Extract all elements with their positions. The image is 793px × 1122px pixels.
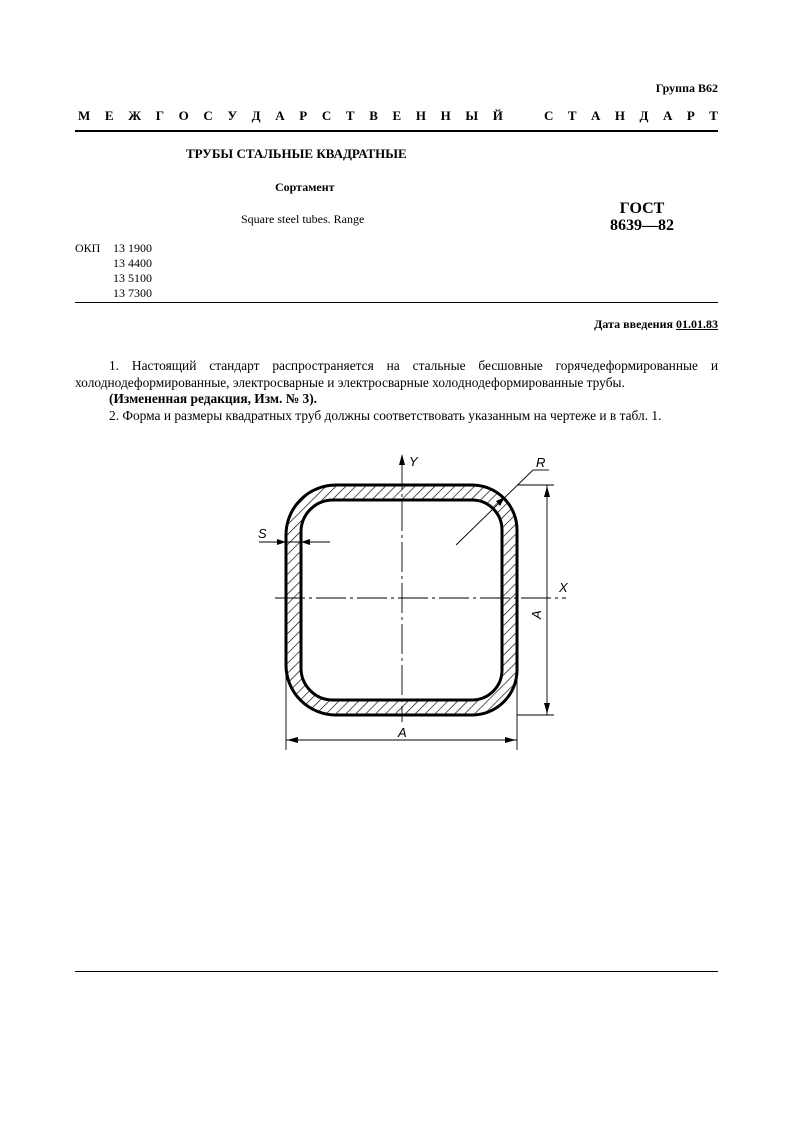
radius-label: R [536, 455, 546, 470]
x-axis-label: X [559, 580, 568, 595]
gost-label: ГОСТ [619, 200, 665, 217]
okp-code: 13 7300 [113, 286, 152, 300]
paragraph-2: 2. Форма и размеры квадратных труб должны соответствовать указанным на чертеже и в табл. 1. [109, 408, 662, 423]
okp-label: ОКП [75, 241, 101, 255]
thickness-label: S [258, 526, 267, 541]
standard-word-interstate: М Е Ж Г О С У Д А Р С Т В Е Н Н Ы Й [78, 108, 503, 123]
horizontal-side-label: A [398, 725, 407, 740]
document-title: ТРУБЫ СТАЛЬНЫЕ КВАДРАТНЫЕ [186, 146, 407, 161]
vertical-side-label: A [529, 610, 544, 619]
okp-code: 13 5100 [113, 271, 152, 285]
document-subtitle: Сортамент [275, 180, 335, 194]
footer-rule [75, 971, 718, 972]
date-value: 01.01.83 [676, 317, 718, 331]
okp-code: 13 4400 [113, 256, 152, 270]
okp-code: 13 1900 [113, 241, 152, 255]
date-label: Дата введения [594, 317, 673, 331]
document-title-english: Square steel tubes. Range [241, 212, 365, 226]
radius-leader [456, 470, 533, 545]
amendment-note: (Измененная редакция, Изм. № 3). [109, 391, 318, 406]
paragraph-1: 1. Настоящий стандарт распространяется на стальные бесшовные горячедеформированные и холоднодеформированные, электросварные и электросварные холоднодеформированные трубы. [75, 358, 718, 390]
y-axis-label: Y [409, 454, 418, 469]
standard-word-standard: С Т А Н Д А Р Т [544, 108, 718, 123]
group-code: Группа В62 [655, 81, 718, 95]
y-axis-arrow [399, 454, 405, 465]
gost-number: 8639—82 [610, 217, 674, 234]
